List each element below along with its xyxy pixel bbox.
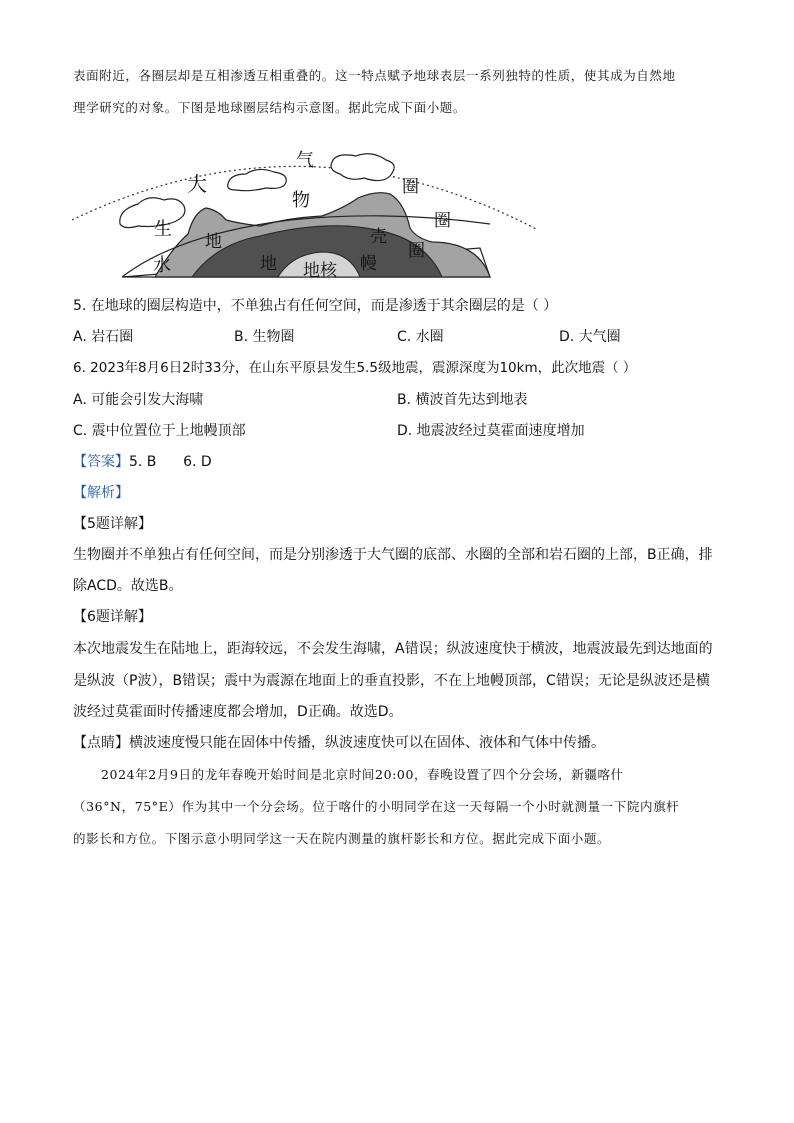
next-line-2: （36°N，75°E）作为其中一个分会场。位于喀什的小明同学在这一天每隔一个小时就测量一下院内旗杆 (73, 799, 680, 814)
detail5-line-1: 生物圈并不单独占有任何空间，而是分别渗透于大气圈的底部、水圈的全部和岩石圈的上部，B正确，排 (73, 547, 713, 563)
label-di-mantle: 地 (260, 254, 277, 274)
q5-option-a: A. 岩石圈 (73, 329, 134, 345)
q5-option-b: B. 生物圈 (234, 329, 295, 345)
next-line-1: 2024年2月9日的龙年春晚开始时间是北京时间20:00，春晚设置了四个分会场，新疆喀什 (101, 767, 624, 782)
q6-stem: 6. 2023年8月6日2时33分，在山东平原县发生5.5级地震，震源深度为10km，此次地震（ ） (73, 360, 637, 376)
label-quan-water: 圈 (408, 241, 425, 261)
detail6-tag: 【6题详解】 (73, 609, 152, 625)
q5-stem: 5. 在地球的圈层构造中，不单独占有任何空间，而是渗透于其余圈层的是（ ） (73, 298, 558, 314)
detail5-line-2: 除ACD。故选B。 (73, 578, 183, 594)
cloud-middle (228, 169, 287, 190)
detail6-line-2: 是纵波（P波），B错误；震中为震源在地面上的垂直投影，不在上地幔顶部，C错误；无论是纵波还是横 (73, 673, 710, 689)
label-man: 幔 (360, 254, 377, 274)
q6-option-c: C. 震中位置位于上地幔顶部 (73, 423, 246, 439)
label-sheng: 生 (154, 219, 172, 240)
answer-tag: 【答案】 (73, 454, 129, 470)
label-wu: 物 (292, 190, 310, 211)
q6-option-b: B. 横波首先达到地表 (397, 392, 528, 408)
label-qiao: 壳 (370, 227, 387, 247)
q6-option-a: A. 可能会引发大海啸 (73, 392, 204, 408)
label-dihe: 地核 (303, 261, 337, 281)
label-qi: 气 (296, 150, 314, 171)
comment-row (73, 734, 605, 752)
answer-text: 5. B 6. D (129, 454, 212, 470)
detail6-line-1: 本次地震发生在陆地上，距海较远，不会发生海啸，A错误；纵波速度快于横波，地震波最先到达地面的 (73, 641, 713, 657)
earth-spheres-diagram (60, 138, 550, 283)
intro-line-1: 表面附近，各圈层却是互相渗透互相重叠的。这一特点赋予地球表层一系列独特的性质，使其成为自然地 (73, 68, 676, 83)
answer-row (73, 453, 212, 471)
label-quan-bio: 圈 (434, 211, 451, 231)
comment-tag: 【点睛】 (73, 735, 129, 751)
detail6-line-3: 波经过莫霍面时传播速度都会增加，D正确。故选D。 (73, 704, 403, 720)
detail5-tag: 【5题详解】 (73, 516, 152, 532)
label-da: 大 (187, 172, 207, 196)
label-shui: 水 (153, 255, 171, 276)
q5-option-d: D. 大气圈 (559, 329, 621, 345)
cloud-right (331, 154, 394, 181)
next-line-3: 的影长和方位。下图示意小明同学这一天在院内测量的旗杆影长和方位。据此完成下面小题。 (73, 831, 611, 846)
q6-option-d: D. 地震波经过莫霍面速度增加 (397, 423, 585, 439)
label-quan-atmosphere: 圈 (402, 177, 419, 197)
q5-option-c: C. 水圈 (397, 329, 444, 345)
analysis-tag: 【解析】 (73, 485, 129, 501)
intro-line-2: 理学研究的对象。下图是地球圈层结构示意图。据此完成下面小题。 (73, 100, 467, 115)
comment-text: 横波速度慢只能在固体中传播，纵波速度快可以在固体、液体和气体中传播。 (129, 735, 605, 751)
label-di-crust: 地 (205, 232, 222, 252)
cloud-left (120, 198, 185, 228)
